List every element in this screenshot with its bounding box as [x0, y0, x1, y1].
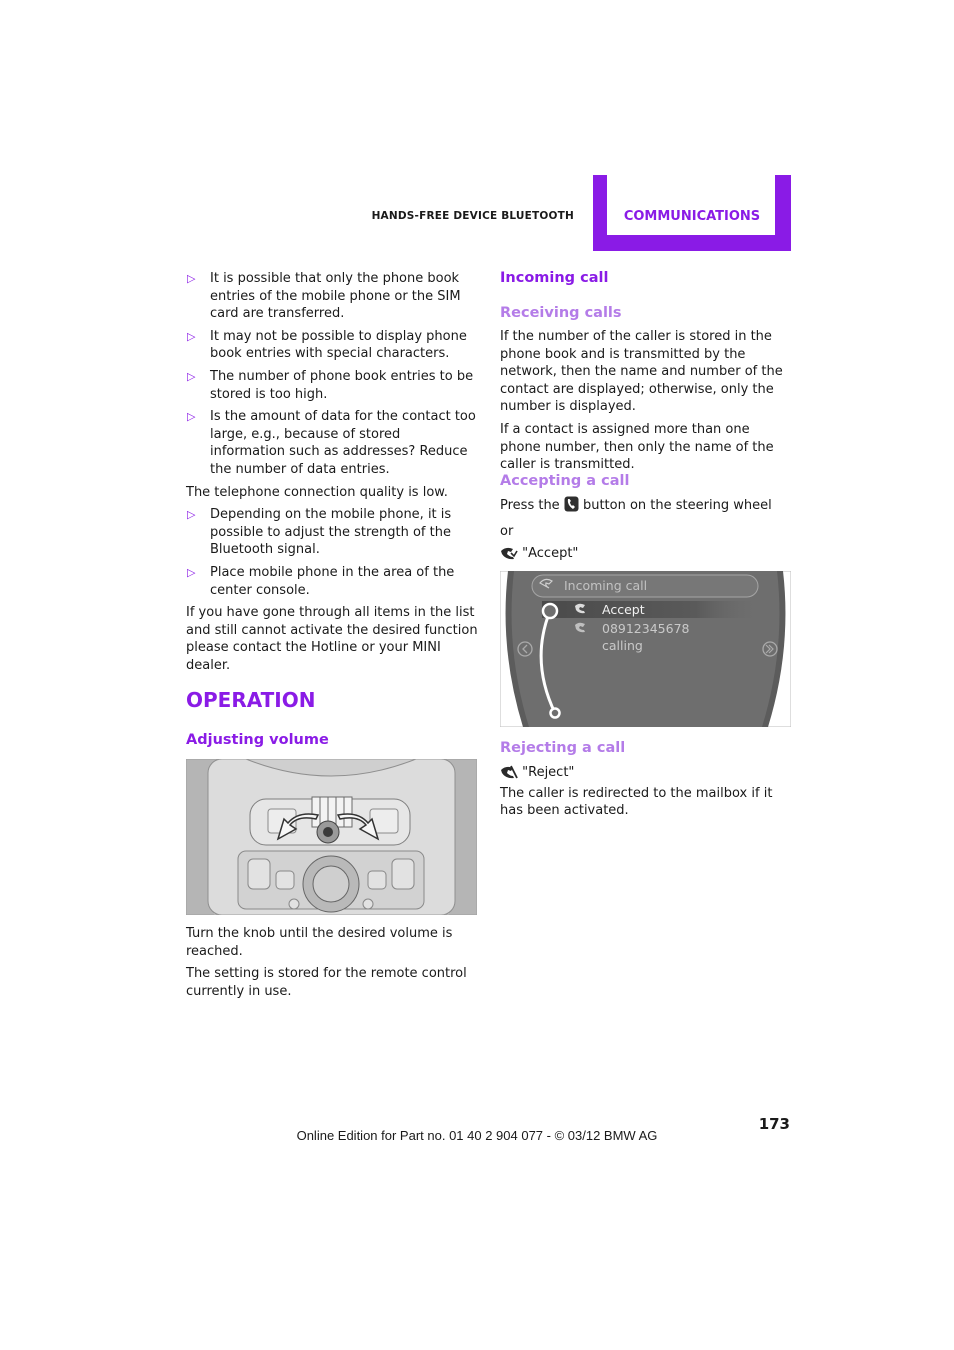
incoming-call-display-illustration: [500, 571, 791, 727]
phone-accept-icon: [500, 546, 518, 566]
triangle-bullet-icon: ▷: [187, 272, 196, 285]
screen-call-status: calling: [602, 638, 643, 653]
list-item: ▷ Is the amount of data for the contact too large, e.g., because of stored information such as addresses? Reduce the number of data entries.: [187, 409, 476, 477]
page-number: 173: [758, 1115, 790, 1133]
screen-accept-option: Accept: [602, 602, 645, 617]
accepting-call-heading: Accepting a call: [500, 473, 630, 489]
steering-phone-button-icon: [564, 496, 579, 518]
triangle-bullet-icon: ▷: [187, 508, 196, 522]
rejecting-text: [500, 764, 792, 825]
triangle-bullet-icon: ▷: [187, 565, 196, 579]
or-line: or: [500, 523, 514, 539]
rejecting-call-heading: Rejecting a call: [500, 740, 626, 756]
press-button-line: Press the button on the steering wheel: [500, 496, 792, 518]
turn-knob-paragraph: Turn the knob until the desired volume is reached.: [186, 926, 453, 959]
setting-stored-paragraph: The setting is stored for the remote control currently in use.: [186, 966, 467, 999]
redirected-paragraph: The caller is redirected to the mailbox if it has been activated.: [500, 785, 773, 819]
list-item: ▷ Place mobile phone in the area of the center console.: [187, 564, 455, 598]
screen-caller-number: 08912345678: [602, 621, 690, 636]
accepting-text: [500, 496, 792, 571]
center-console-illustration: [186, 759, 477, 915]
edition-footer: Online Edition for Part no. 01 40 2 904 077 - © 03/12 BMW AG: [296, 1128, 658, 1143]
accept-line: "Accept": [500, 545, 792, 566]
bullet-list-quality: [186, 506, 478, 599]
receiving-paragraph-1: If the number of the caller is stored in the phone book and is transmitted by the network, then the name and number of the contact are displayed; otherwise, only the number is displayed.: [500, 329, 783, 415]
receiving-text: [500, 328, 792, 479]
receiving-calls-heading: Receiving calls: [500, 305, 622, 321]
triangle-bullet-icon: ▷: [187, 329, 196, 343]
list-item: ▷ The number of phone book entries to be stored is too high.: [187, 368, 474, 402]
phone-reject-icon: [500, 765, 518, 785]
bullet-list-phonebook: [186, 270, 478, 479]
chapter-tab: [593, 175, 791, 251]
receiving-paragraph-2: If a contact is assigned more than one phone number, then only the name of the caller is transmitted.: [500, 421, 774, 473]
screen-title: Incoming call: [564, 578, 648, 593]
adjusting-volume-heading: Adjusting volume: [186, 732, 329, 748]
list-item: ▷ It may not be possible to display phone book entries with special characters.: [187, 328, 467, 362]
triangle-bullet-icon: ▷: [187, 369, 196, 383]
volume-text: [186, 925, 478, 1005]
triangle-bullet-icon: ▷: [187, 410, 196, 424]
incoming-call-heading: Incoming call: [500, 270, 609, 286]
list-item: ▷ Depending on the mobile phone, it is possible to adjust the strength of the Bluetooth signal.: [187, 507, 452, 558]
list-item: ▷ It is possible that only the phone book entries of the mobile phone or the SIM card are transferred.: [187, 271, 461, 322]
running-header-section: HANDS-FREE DEVICE BLUETOOTH: [371, 210, 574, 222]
chapter-title: COMMUNICATIONS: [623, 209, 761, 224]
quality-paragraph: The telephone connection quality is low.: [186, 484, 448, 500]
reject-line: "Reject": [500, 764, 792, 785]
hotline-paragraph: If you have gone through all items in the list and still cannot activate the desired function please contact the Hotline or your MINI dealer.: [186, 605, 478, 673]
left-column-text: [186, 270, 478, 679]
operation-heading: OPERATION: [186, 688, 316, 712]
